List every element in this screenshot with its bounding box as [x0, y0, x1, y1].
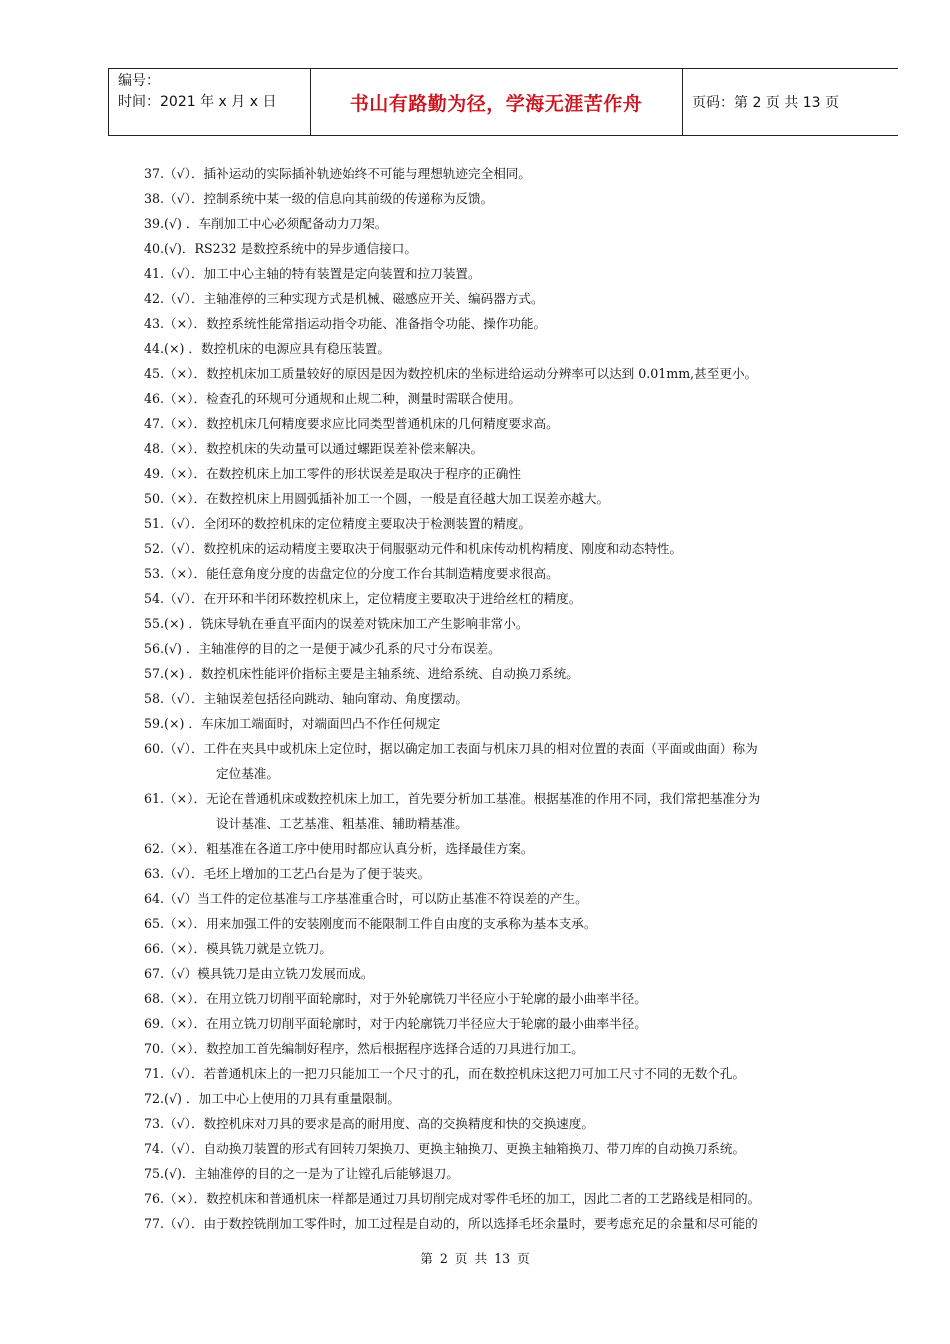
header-page-label: 页码：第 2 页 共 13 页: [692, 95, 839, 111]
item-text: 铣床导轨在垂直平面内的误差对铣床加工产生影响非常小。: [201, 616, 529, 631]
item-number: 71.（√）．: [144, 1066, 204, 1081]
item-number: 75.(√)．: [144, 1166, 195, 1181]
list-item: [144, 311, 864, 336]
list-item: [144, 886, 864, 911]
item-text: 主轴准停的目的之一是为了让镗孔后能够退刀。: [194, 1166, 459, 1181]
item-text: 主轴准停的三种实现方式是机械、磁感应开关、编码器方式。: [203, 291, 544, 306]
list-item: [144, 186, 864, 211]
item-number: 53.（×）．: [144, 566, 207, 581]
item-text: 模具铣刀就是立铣刀。: [206, 941, 332, 956]
list-item: [144, 286, 864, 311]
item-text: 能任意角度分度的齿盘定位的分度工作台其制造精度要求很高。: [206, 566, 559, 581]
item-text: 无论在普通机床或数控机床上加工，首先要分析加工基准。根据基准的作用不同，我们常把基准分为: [206, 791, 761, 806]
list-item: [144, 1186, 864, 1211]
item-number: 66.（×）．: [144, 941, 207, 956]
item-number: 52.（√）．: [144, 541, 204, 556]
item-number: 45.（×）．: [144, 366, 207, 381]
item-text: 数控机床和普通机床一样都是通过刀具切削完成对零件毛坯的加工，因此二者的工艺路线是相同的。: [206, 1191, 761, 1206]
item-text: 控制系统中某一级的信息向其前级的传递称为反馈。: [203, 191, 494, 206]
list-item: [144, 1011, 864, 1036]
item-text: 模具铣刀是由立铣刀发展而成。: [197, 966, 374, 981]
item-number: 64.（√）: [144, 891, 198, 906]
item-number: 74.（√）．: [144, 1141, 204, 1156]
list-item: [144, 611, 864, 636]
list-item: [144, 961, 864, 986]
item-number: 77.（√）．: [144, 1216, 204, 1231]
item-text: 主轴误差包括径向跳动、轴向窜动、角度摆动。: [203, 691, 469, 706]
list-item: [144, 536, 864, 561]
item-number: 59.(×) ．: [144, 716, 202, 731]
item-text: 车床加工端面时，对端面凹凸不作任何规定: [201, 716, 441, 731]
item-continuation: 定位基准。: [216, 766, 279, 781]
question-list: [144, 161, 864, 1236]
list-item: [144, 1136, 864, 1161]
item-number: 76.（×）．: [144, 1191, 207, 1206]
item-number: 50.（×）．: [144, 491, 207, 506]
list-item: [144, 986, 864, 1011]
item-text: 插补运动的实际插补轨迹始终不可能与理想轨迹完全相同。: [203, 166, 531, 181]
list-item: [144, 261, 864, 286]
list-item: [144, 786, 864, 836]
list-item: [144, 936, 864, 961]
item-number: 62.（×）．: [144, 841, 207, 856]
list-item: [144, 411, 864, 436]
list-item: [144, 211, 864, 236]
item-number: 55.(×) ．: [144, 616, 202, 631]
list-item: [144, 461, 864, 486]
item-number: 68.（×）．: [144, 991, 207, 1006]
item-number: 70.（×）．: [144, 1041, 207, 1056]
list-item: [144, 686, 864, 711]
list-item: [144, 1211, 864, 1236]
time-label: 时间：2021 年 x 月 x 日: [118, 94, 277, 110]
list-item: [144, 836, 864, 861]
item-number: 57.(×) ．: [144, 666, 202, 681]
list-item: [144, 361, 864, 386]
item-text: 数控机床加工质量较好的原因是因为数控机床的坐标进给运动分辨率可以达到 0.01mm,甚至更小。: [206, 366, 758, 381]
item-number: 40.(√)．: [144, 241, 195, 256]
item-text: 加工中心上使用的刀具有重量限制。: [198, 1091, 400, 1106]
item-text: 在数控机床上加工零件的形状误差是取决于程序的正确性: [206, 466, 521, 481]
item-number: 46.（×）．: [144, 391, 207, 406]
item-number: 38.（√）．: [144, 191, 204, 206]
item-text: 数控机床性能评价指标主要是主轴系统、进给系统、自动换刀系统。: [201, 666, 579, 681]
list-item: [144, 1086, 864, 1111]
item-number: 69.（×）．: [144, 1016, 207, 1031]
item-text: 毛坯上增加的工艺凸台是为了便于装夹。: [203, 866, 431, 881]
item-text: 主轴准停的目的之一是便于减少孔系的尺寸分布误差。: [198, 641, 501, 656]
item-text: 在用立铣刀切削平面轮廓时，对于外轮廓铣刀半径应小于轮廓的最小曲率半径。: [206, 991, 647, 1006]
item-number: 54.（√）．: [144, 591, 204, 606]
item-text: 自动换刀装置的形式有回转刀架换刀、更换主轴换刀、更换主轴箱换刀、带刀库的自动换刀系统。: [203, 1141, 746, 1156]
item-number: 37.（√）．: [144, 166, 204, 181]
item-number: 44.(×) ．: [144, 341, 202, 356]
item-text: 在开环和半闭环数控机床上，定位精度主要取决于进给丝杠的精度。: [203, 591, 582, 606]
header-divider: [108, 68, 109, 136]
list-item: [144, 636, 864, 661]
list-item: [144, 236, 864, 261]
list-item: [144, 586, 864, 611]
item-text: 车削加工中心必须配备动力刀架。: [198, 216, 388, 231]
item-text: 加工中心主轴的特有装置是定向装置和拉刀装置。: [203, 266, 481, 281]
header-motto: 书山有路勤为径，学海无涯苦作舟: [349, 92, 643, 115]
item-number: 67.（√）: [144, 966, 198, 981]
list-item: [144, 336, 864, 361]
item-number: 43.（×）．: [144, 316, 207, 331]
item-number: 60.（√）．: [144, 741, 204, 756]
item-number: 56.(√) ．: [144, 641, 199, 656]
item-text: 在用立铣刀切削平面轮廓时，对于内轮廓铣刀半径应大于轮廓的最小曲率半径。: [206, 1016, 647, 1031]
page-header: [108, 68, 898, 136]
item-number: 47.（×）．: [144, 416, 207, 431]
list-item: [144, 736, 864, 786]
item-number: 61.（×）．: [144, 791, 207, 806]
list-item: [144, 161, 864, 186]
list-item: [144, 386, 864, 411]
item-text: 数控机床对刀具的要求是高的耐用度、高的交换精度和快的交换速度。: [203, 1116, 594, 1131]
list-item: [144, 511, 864, 536]
item-text: 用来加强工件的安装刚度而不能限制工件自由度的支承称为基本支承。: [206, 916, 597, 931]
item-text: 数控加工首先编制好程序，然后根据程序选择合适的刀具进行加工。: [206, 1041, 584, 1056]
page-footer: 第 2 页 共 13 页: [420, 1251, 530, 1266]
item-number: 73.（√）．: [144, 1116, 204, 1131]
item-number: 58.（√）．: [144, 691, 204, 706]
item-number: 65.（×）．: [144, 916, 207, 931]
item-text: 数控系统性能常指运动指令功能、准备指令功能、操作功能。: [206, 316, 547, 331]
item-number: 39.(√) ．: [144, 216, 199, 231]
header-meta: [118, 71, 276, 113]
code-label: 编号：: [118, 73, 160, 89]
list-item: [144, 1161, 864, 1186]
list-item: [144, 911, 864, 936]
item-number: 63.（√）．: [144, 866, 204, 881]
item-text: 全闭环的数控机床的定位精度主要取决于检测装置的精度。: [203, 516, 531, 531]
header-divider: [682, 68, 683, 136]
list-item: [144, 436, 864, 461]
item-text: 粗基准在各道工序中使用时都应认真分析，选择最佳方案。: [206, 841, 534, 856]
item-text: 在数控机床上用圆弧插补加工一个圆，一般是直径越大加工误差亦越大。: [206, 491, 610, 506]
list-item: [144, 711, 864, 736]
list-item: [144, 486, 864, 511]
item-number: 48.（×）．: [144, 441, 207, 456]
item-text: RS232 是数控系统中的异步通信接口。: [194, 241, 417, 256]
item-text: 检查孔的环规可分通规和止规二种，测量时需联合使用。: [206, 391, 521, 406]
item-text: 工件在夹具中或机床上定位时，据以确定加工表面与机床刀具的相对位置的表面（平面或曲面）称为: [203, 741, 758, 756]
item-number: 42.（√）．: [144, 291, 204, 306]
list-item: [144, 1111, 864, 1136]
item-text: 由于数控铣削加工零件时，加工过程是自动的，所以选择毛坯余量时，要考虑充足的余量和尽可能的: [203, 1216, 758, 1231]
list-item: [144, 661, 864, 686]
item-text: 当工件的定位基准与工序基准重合时，可以防止基准不符误差的产生。: [197, 891, 588, 906]
item-number: 49.（×）．: [144, 466, 207, 481]
item-text: 若普通机床上的一把刀只能加工一个尺寸的孔，而在数控机床这把刀可加工尺寸不同的无数个孔。: [203, 1066, 746, 1081]
item-text: 数控机床的电源应具有稳压装置。: [201, 341, 390, 356]
list-item: [144, 561, 864, 586]
list-item: [144, 861, 864, 886]
list-item: [144, 1061, 864, 1086]
item-text: 数控机床的失动量可以通过螺距误差补偿来解决。: [206, 441, 484, 456]
item-number: 41.（√）．: [144, 266, 204, 281]
item-text: 数控机床几何精度要求应比同类型普通机床的几何精度要求高。: [206, 416, 559, 431]
item-number: 72.(√) ．: [144, 1091, 199, 1106]
list-item: [144, 1036, 864, 1061]
item-number: 51.（√）．: [144, 516, 204, 531]
item-text: 数控机床的运动精度主要取决于伺服驱动元件和机床传动机构精度、刚度和动态特性。: [203, 541, 683, 556]
item-continuation: 设计基准、工艺基准、粗基准、辅助精基准。: [216, 816, 468, 831]
